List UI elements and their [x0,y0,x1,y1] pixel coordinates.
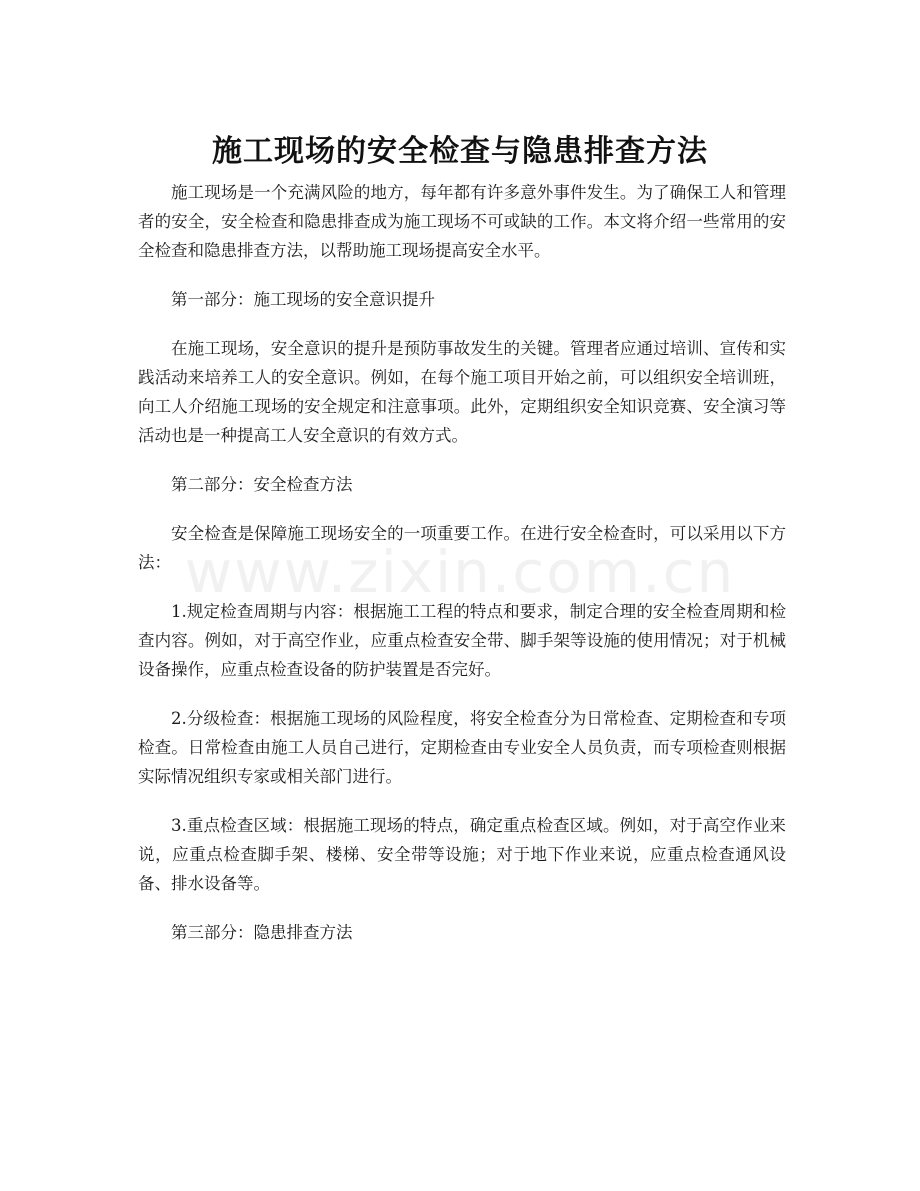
document-title: 施工现场的安全检查与隐患排查方法 [212,134,708,170]
list-item-key-areas: 3.重点检查区域：根据施工现场的特点，确定重点检查区域。例如，对于高空作业来说，应重点检查脚手架、楼梯、安全带等设施；对于地下作业来说，应重点检查通风设备、排水设备等。 [138,816,786,893]
body-paragraph-inspection-intro: 安全检查是保障施工现场安全的一项重要工作。在进行安全检查时，可以采用以下方法： [138,524,786,572]
section-heading-part-2: 第二部分：安全检查方法 [171,475,353,494]
section-heading-part-3: 第三部分：隐患排查方法 [171,923,353,942]
list-item-inspection-cycle: 1.规定检查周期与内容：根据施工工程的特点和要求，制定合理的安全检查周期和检查内容。例如，对于高空作业，应重点检查安全带、脚手架等设施的使用情况；对于机械设备操作，应重点检查设备的防护装置是否完好。 [138,602,786,679]
watermark-text: www.zixin.com.cn [184,538,736,606]
list-item-graded-inspection: 2.分级检查：根据施工现场的风险程度，将安全检查分为日常检查、定期检查和专项检查。日常检查由施工人员自己进行，定期检查由专业安全人员负责，而专项检查则根据实际情况组织专家或相关部门进行。 [138,709,786,786]
intro-paragraph: 施工现场是一个充满风险的地方，每年都有许多意外事件发生。为了确保工人和管理者的安全，安全检查和隐患排查成为施工现场不可或缺的工作。本文将介绍一些常用的安全检查和隐患排查方法，以帮助施工现场提高安全水平。 [138,183,786,260]
section-heading-part-1: 第一部分：施工现场的安全意识提升 [171,290,435,309]
body-paragraph-safety-awareness: 在施工现场，安全意识的提升是预防事故发生的关键。管理者应通过培训、宣传和实践活动来培养工人的安全意识。例如，在每个施工项目开始之前，可以组织安全培训班，向工人介绍施工现场的安全规定和注意事项。此外，定期组织安全知识竞赛、安全演习等活动也是一种提高工人安全意识的有效方式。 [138,339,786,445]
document-body [138,178,786,967]
